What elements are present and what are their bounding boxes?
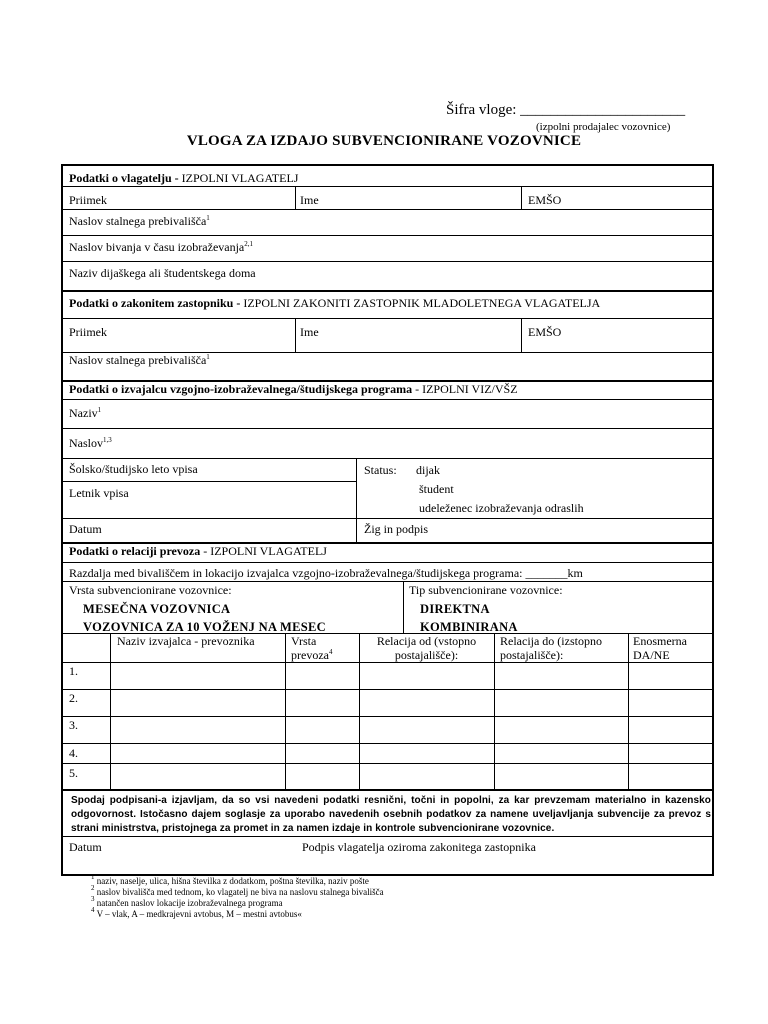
route-row-1[interactable]: 1.	[69, 664, 78, 678]
guardian-section-header: Podatki o zakonitem zastopniku - IZPOLNI ZAKONITI ZASTOPNIK MLADOLETNEGA VLAGATELJA	[69, 296, 601, 310]
ticket-type-direct[interactable]: DIREKTNA	[420, 602, 490, 616]
guardian-emso-field[interactable]: EMŠO	[528, 325, 562, 339]
status-label: Status:	[364, 463, 397, 477]
ticket-type-label: Tip subvencionirane vozovnice:	[409, 583, 563, 597]
provider-date-field[interactable]: Datum	[69, 522, 102, 536]
footnote-4: $^4$ V – vlak, A – medkrajevni avtobus, M – mestni avtobus«	[91, 906, 302, 919]
ticket-kind-label: Vrsta subvencionirane vozovnice:	[69, 583, 232, 597]
status-option-student[interactable]: študent	[419, 482, 454, 496]
applicant-permanent-address-field[interactable]: Naslov stalnega prebivališča$^1$	[69, 214, 210, 228]
provider-name-field[interactable]: Naziv$^1$	[69, 406, 102, 420]
guardian-permanent-address-field[interactable]: Naslov stalnega prebivališča$^1$	[69, 353, 210, 367]
provider-address-field[interactable]: Naslov$^{1,3}$	[69, 436, 112, 450]
col-header-from: Relacija od (vstopno	[376, 634, 477, 648]
application-form	[61, 164, 714, 876]
col-header-to: Relacija do (izstopno	[500, 634, 602, 648]
col-header-transport-type-2: prevoza$^4$	[291, 648, 333, 662]
footnote-1: $^1$ naziv, naselje, ulica, hišna številka z dodatkom, poštna številka, naziv pošte	[91, 873, 369, 886]
ticket-kind-ten-rides[interactable]: VOZOVNICA ZA 10 VOŽENJ NA MESEC	[83, 620, 326, 634]
footnote-3: $^3$ natančen naslov lokacije izobraževalnega programa	[91, 895, 283, 908]
status-option-adult-education[interactable]: udeleženec izobraževanja odraslih	[419, 501, 584, 515]
footnote-2: $^2$ naslov bivališča med tednom, ko vlagatelj ne biva na naslovu stalnega bivališča	[91, 884, 384, 897]
dormitory-name-field[interactable]: Naziv dijaškega ali študentskega doma	[69, 266, 256, 280]
distance-field[interactable]: Razdalja med bivališčem in lokacijo izvajalca vzgojno-izobraževalnega/študijskega programa: _______km	[69, 566, 583, 580]
status-option-dijak[interactable]: dijak	[416, 463, 440, 477]
col-header-carrier: Naziv izvajalca - prevoznika	[117, 634, 255, 648]
col-header-transport-type: Vrsta	[291, 634, 317, 648]
stamp-signature-field[interactable]: Žig in podpis	[364, 522, 429, 536]
school-year-field[interactable]: Šolsko/študijsko leto vpisa	[69, 462, 198, 476]
enrollment-year-field[interactable]: Letnik vpisa	[69, 486, 129, 500]
applicant-emso-field[interactable]: EMŠO	[528, 193, 562, 207]
col-header-one-way-2: DA/NE	[633, 648, 670, 662]
col-header-to-2: postajališče):	[500, 648, 564, 662]
guardian-name-field[interactable]: Ime	[300, 325, 319, 339]
col-header-from-2: postajališče):	[394, 648, 459, 662]
declaration-date-field[interactable]: Datum	[69, 840, 102, 854]
applicant-study-address-field[interactable]: Naslov bivanja v času izobraževanja$^{2,1}$	[69, 240, 254, 254]
guardian-surname-field[interactable]: Priimek	[69, 325, 107, 339]
seller-fill-note: (izpolni prodajalec vozovnice)	[536, 121, 671, 133]
document-title: VLOGA ZA IZDAJO SUBVENCIONIRANE VOZOVNICE	[186, 133, 582, 149]
applicant-name-field[interactable]: Ime	[300, 193, 319, 207]
applicant-section-header: Podatki o vlagatelju - IZPOLNI VLAGATELJ	[69, 171, 299, 185]
application-code-field[interactable]: Šifra vloge: ______________________	[446, 102, 686, 118]
provider-section-header: Podatki o izvajalcu vzgojno-izobraževalnega/študijskega programa - IZPOLNI VIZ/VŠZ	[69, 382, 518, 396]
ticket-kind-monthly[interactable]: MESEČNA VOZOVNICA	[83, 602, 231, 616]
ticket-type-combined[interactable]: KOMBINIRANA	[420, 620, 518, 634]
col-header-one-way: Enosmerna	[633, 634, 687, 648]
route-row-4[interactable]: 4.	[69, 746, 78, 760]
declaration-text: Spodaj podpisani-a izjavljam, da so vsi navedeni podatki resnični, točni in popolni, za kar prevzemam materialno in kazensko odgovornost. Istočasno dajem soglasje za uporabo navedenih osebnih podatkov za namene uveljavljanja subvencije za prevoz s strani ministrstva, pristojnega za promet in za namen izdaje in kontrole subvencionirane vozovnice.	[71, 795, 711, 834]
applicant-surname-field[interactable]: Priimek	[69, 193, 107, 207]
applicant-signature-field[interactable]: Podpis vlagatelja oziroma zakonitega zastopnika	[302, 840, 536, 854]
route-row-5[interactable]: 5.	[69, 766, 78, 780]
route-section-header: Podatki o relaciji prevoza - IZPOLNI VLAGATELJ	[69, 544, 327, 558]
route-row-3[interactable]: 3.	[69, 718, 78, 732]
route-row-2[interactable]: 2.	[69, 691, 78, 705]
